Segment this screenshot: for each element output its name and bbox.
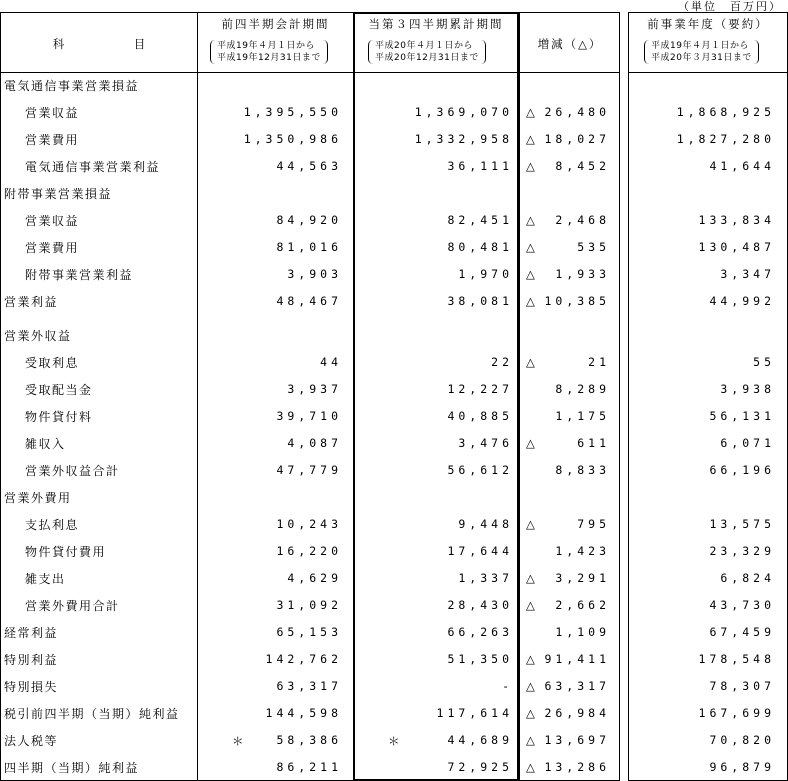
- curr-period-value: 3,476: [458, 436, 513, 450]
- table-row: [0, 700, 788, 727]
- change-value: 18,027: [544, 132, 610, 146]
- row-label: 営業外費用合計: [25, 599, 120, 613]
- row-label: 営業外費用: [4, 491, 72, 505]
- change-value: 26,480: [544, 105, 610, 119]
- prev-year-value: 23,329: [709, 544, 775, 558]
- prev-period-value: 84,920: [276, 213, 342, 227]
- decrease-mark: △: [526, 294, 535, 308]
- row-label: 雑支出: [25, 572, 66, 586]
- header-prev-year-range: 平成19年４月１日から 平成20年３月31日まで: [644, 40, 759, 64]
- prev-year-value: 1,868,925: [676, 105, 775, 119]
- table-row: [0, 322, 788, 349]
- prev-period-value: 44: [320, 355, 342, 369]
- change-value: 795: [577, 517, 610, 531]
- prev-year-value: 78,307: [709, 679, 775, 693]
- change-value: 3,291: [555, 571, 610, 585]
- decrease-mark: △: [526, 213, 535, 227]
- row-label: 受取利息: [25, 356, 80, 370]
- change-value: 8,289: [555, 382, 610, 396]
- row-label: 特別損失: [4, 680, 59, 694]
- prev-year-value: 55: [753, 355, 775, 369]
- decrease-mark: △: [526, 652, 535, 666]
- table-row: [0, 261, 788, 288]
- decrease-mark: △: [526, 105, 535, 119]
- decrease-mark: △: [526, 706, 535, 720]
- row-label: 特別利益: [4, 653, 59, 667]
- curr-period-value: 1,337: [458, 571, 513, 585]
- prev-year-value: 67,459: [709, 625, 775, 639]
- note-mark: ＊: [232, 734, 244, 748]
- table-row: [0, 288, 788, 315]
- table-row: [0, 538, 788, 565]
- table-row: [0, 153, 788, 180]
- prev-period-value: 48,467: [276, 294, 342, 308]
- curr-period-value: 66,263: [447, 625, 513, 639]
- row-label: 電気通信事業営業損益: [4, 79, 140, 93]
- decrease-mark: △: [526, 267, 535, 281]
- prev-year-value: 167,699: [698, 706, 775, 720]
- row-label: 受取配当金: [25, 383, 93, 397]
- table-row: [0, 99, 788, 126]
- curr-period-value: 82,451: [447, 213, 513, 227]
- header-prev-year: 前事業年度（要約）: [647, 17, 769, 31]
- prev-period-value: 58,386: [276, 733, 342, 747]
- table-row: [0, 673, 788, 700]
- decrease-mark: △: [526, 733, 535, 747]
- change-value: 1,423: [555, 544, 610, 558]
- curr-period-value: -: [502, 679, 513, 693]
- curr-period-value: 9,448: [458, 517, 513, 531]
- table-row: [0, 646, 788, 673]
- prev-year-value: 3,938: [720, 382, 775, 396]
- prev-period-value: 142,762: [265, 652, 342, 666]
- table-row: [0, 234, 788, 261]
- row-label: 附帯事業営業利益: [25, 268, 134, 282]
- prev-year-value: 44,992: [709, 294, 775, 308]
- row-label: 営業収益: [25, 106, 80, 120]
- row-label: 営業外収益合計: [25, 464, 120, 478]
- header-prev-range: 平成19年４月１日から 平成19年12月31日まで: [210, 40, 328, 64]
- prev-period-value: 1,395,550: [243, 105, 342, 119]
- prev-year-value: 41,644: [709, 159, 775, 173]
- prev-period-value: 1,350,986: [243, 132, 342, 146]
- prev-year-value: 1,827,280: [676, 132, 775, 146]
- prev-period-value: 4,087: [287, 436, 342, 450]
- prev-year-value: 66,196: [709, 463, 775, 477]
- table-row: [0, 376, 788, 403]
- decrease-mark: △: [526, 598, 535, 612]
- curr-period-value: 1,369,070: [414, 105, 513, 119]
- table-row: [0, 511, 788, 538]
- table-row: [0, 403, 788, 430]
- curr-period-value: 38,081: [447, 294, 513, 308]
- unit-note: （単位 百万円）: [678, 0, 782, 13]
- prev-period-value: 44,563: [276, 159, 342, 173]
- curr-period-value: 40,885: [447, 409, 513, 423]
- change-value: 2,468: [555, 213, 610, 227]
- prev-year-value: 13,575: [709, 517, 775, 531]
- decrease-mark: △: [526, 240, 535, 254]
- change-value: 63,317: [544, 679, 610, 693]
- table-row: [0, 457, 788, 484]
- curr-period-value: 72,925: [447, 760, 513, 774]
- decrease-mark: △: [526, 571, 535, 585]
- curr-period-value: 117,614: [436, 706, 513, 720]
- header-change: 増減（△）: [537, 37, 603, 51]
- change-value: 13,286: [544, 760, 610, 774]
- row-label: 営業利益: [4, 295, 59, 309]
- prev-period-value: 3,903: [287, 267, 342, 281]
- prev-year-value: 130,487: [698, 240, 775, 254]
- curr-period-value: 1,970: [458, 267, 513, 281]
- curr-period-value: 12,227: [447, 382, 513, 396]
- prev-year-value: 178,548: [698, 652, 775, 666]
- prev-year-value: 70,820: [709, 733, 775, 747]
- table-row: [0, 430, 788, 457]
- table-row: [0, 727, 788, 754]
- prev-period-value: 16,220: [276, 544, 342, 558]
- header-prev-period: 前四半期会計期間: [221, 17, 330, 31]
- change-value: 535: [577, 240, 610, 254]
- change-value: 8,833: [555, 463, 610, 477]
- row-label: 経常利益: [4, 626, 59, 640]
- row-label: 電気通信事業営業利益: [25, 160, 161, 174]
- decrease-mark: △: [526, 159, 535, 173]
- row-label: 四半期（当期）純利益: [4, 761, 140, 775]
- decrease-mark: △: [526, 760, 535, 774]
- prev-period-value: 86,211: [276, 760, 342, 774]
- prev-period-value: 3,937: [287, 382, 342, 396]
- prev-period-value: 39,710: [276, 409, 342, 423]
- prev-year-value: 133,834: [698, 213, 775, 227]
- change-value: 26,984: [544, 706, 610, 720]
- prev-year-value: 43,730: [709, 598, 775, 612]
- table-row: [0, 592, 788, 619]
- prev-period-value: 10,243: [276, 517, 342, 531]
- change-value: 21: [588, 355, 610, 369]
- row-label: 雑収入: [25, 437, 66, 451]
- table-row: [0, 207, 788, 234]
- curr-period-value: 22: [491, 355, 513, 369]
- decrease-mark: △: [526, 517, 535, 531]
- prev-year-value: 96,879: [709, 760, 775, 774]
- table-row: [0, 565, 788, 592]
- curr-period-value: 56,612: [447, 463, 513, 477]
- row-label: 支払利息: [25, 518, 80, 532]
- change-value: 1,933: [555, 267, 610, 281]
- note-mark: ＊: [388, 734, 400, 748]
- decrease-mark: △: [526, 679, 535, 693]
- table-row: [0, 484, 788, 511]
- header-subject: 科 目: [52, 37, 148, 51]
- change-value: 10,385: [544, 294, 610, 308]
- header-curr-range: 平成20年４月１日から 平成20年12月31日まで: [368, 40, 486, 64]
- curr-period-value: 28,430: [447, 598, 513, 612]
- prev-period-value: 47,779: [276, 463, 342, 477]
- decrease-mark: △: [526, 436, 535, 450]
- prev-period-value: 4,629: [287, 571, 342, 585]
- curr-period-value: 1,332,958: [414, 132, 513, 146]
- prev-year-value: 3,347: [720, 267, 775, 281]
- prev-period-value: 144,598: [265, 706, 342, 720]
- curr-period-value: 80,481: [447, 240, 513, 254]
- prev-period-value: 63,317: [276, 679, 342, 693]
- table-row: [0, 349, 788, 376]
- change-value: 13,697: [544, 733, 610, 747]
- decrease-mark: △: [526, 355, 535, 369]
- table-row: [0, 754, 788, 781]
- header-curr-period: 当第３四半期累計期間: [368, 17, 504, 31]
- row-label: 税引前四半期（当期）純利益: [4, 707, 180, 721]
- row-label: 附帯事業営業損益: [4, 187, 113, 201]
- prev-period-value: 65,153: [276, 625, 342, 639]
- table-row: [0, 126, 788, 153]
- prev-year-value: 56,131: [709, 409, 775, 423]
- curr-period-value: 44,689: [447, 733, 513, 747]
- curr-period-value: 36,111: [447, 159, 513, 173]
- prev-year-value: 6,071: [720, 436, 775, 450]
- row-label: 法人税等: [4, 734, 59, 748]
- row-label: 営業収益: [25, 214, 80, 228]
- change-value: 1,175: [555, 409, 610, 423]
- curr-period-value: 51,350: [447, 652, 513, 666]
- table-row: [0, 180, 788, 207]
- row-label: 物件貸付料: [25, 410, 93, 424]
- decrease-mark: △: [526, 132, 535, 146]
- row-label: 営業費用: [25, 241, 80, 255]
- prev-period-value: 31,092: [276, 598, 342, 612]
- prev-year-value: 6,824: [720, 571, 775, 585]
- change-value: 8,452: [555, 159, 610, 173]
- change-value: 611: [577, 436, 610, 450]
- table-row: [0, 619, 788, 646]
- row-label: 営業費用: [25, 133, 80, 147]
- row-label: 営業外収益: [4, 329, 72, 343]
- table-row: [0, 72, 788, 99]
- curr-period-value: 17,644: [447, 544, 513, 558]
- change-value: 1,109: [555, 625, 610, 639]
- row-label: 物件貸付費用: [25, 545, 107, 559]
- change-value: 91,411: [544, 652, 610, 666]
- prev-period-value: 81,016: [276, 240, 342, 254]
- change-value: 2,662: [555, 598, 610, 612]
